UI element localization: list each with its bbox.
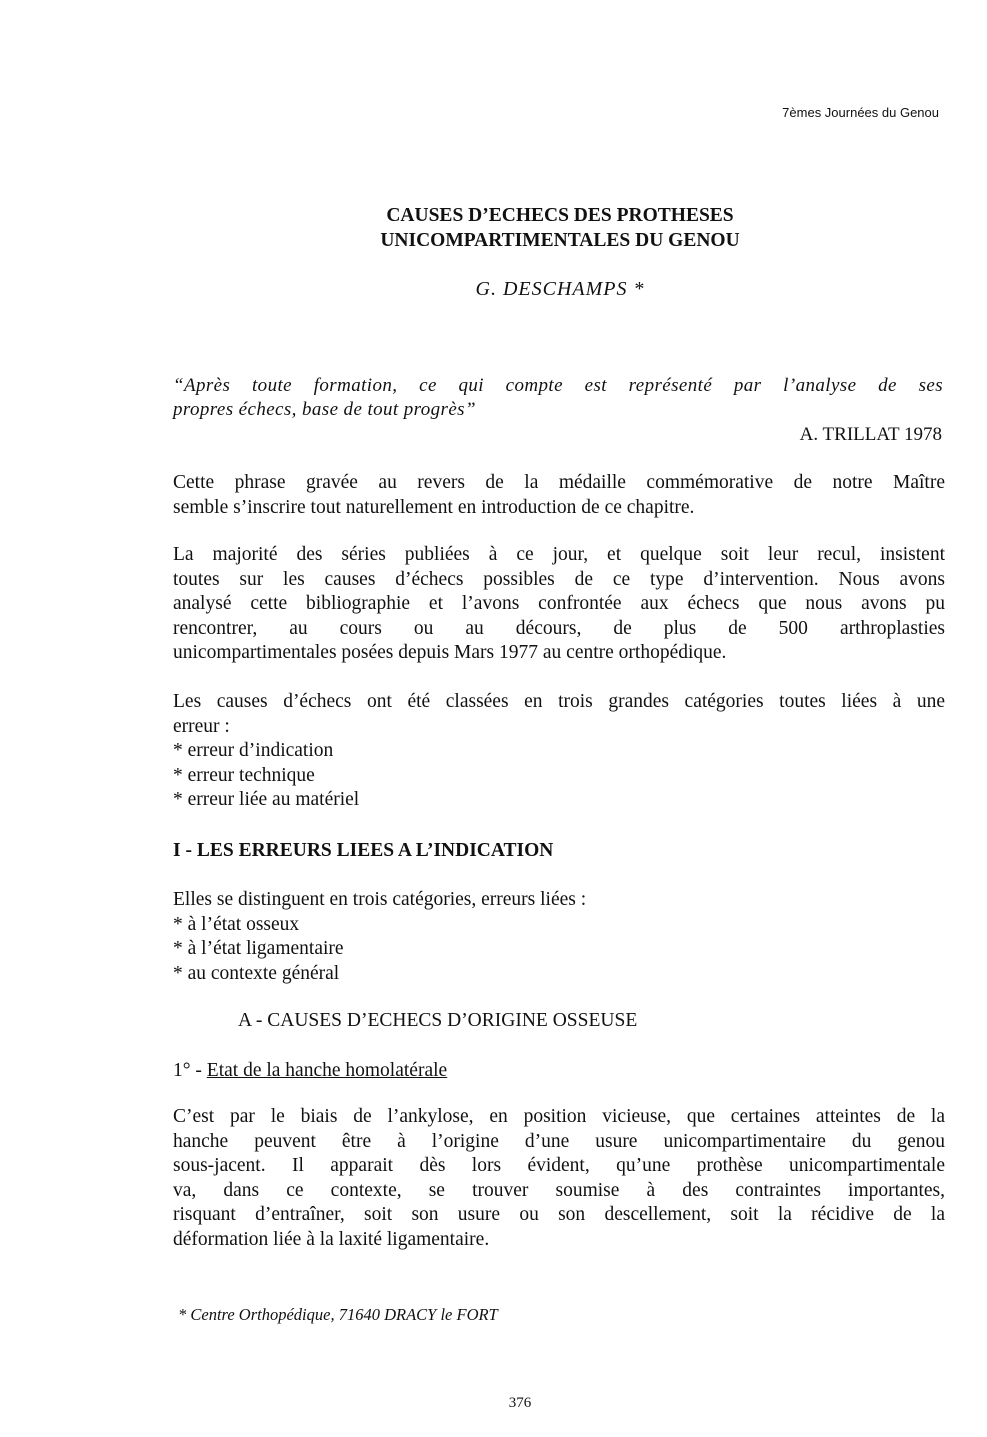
section-heading-1: I - LES ERREURS LIEES A L’INDICATION: [173, 840, 554, 861]
list-item: * erreur technique: [173, 764, 315, 786]
paragraph-line: analysé cette bibliographie et l’avons confrontée aux échecs que nous avons pu: [173, 593, 945, 614]
running-header: 7èmes Journées du Genou: [782, 105, 939, 120]
item-number: 1° -: [173, 1060, 207, 1081]
paragraph-line: déformation liée à la laxité ligamentaire.: [173, 1228, 490, 1250]
epigraph: [173, 374, 943, 422]
title-line-2: UNICOMPARTIMENTALES DU GENOU: [380, 230, 740, 251]
paragraph-5: [173, 1105, 945, 1252]
paragraph-line: semble s’inscrire tout naturellement en introduction de ce chapitre.: [173, 496, 695, 518]
page-number: 376: [508, 1395, 532, 1411]
footnote: * Centre Orthopédique, 71640 DRACY le FORT: [178, 1305, 498, 1324]
item-heading-1: [173, 1060, 447, 1082]
paragraph-line: Cette phrase gravée au revers de la médaille commémorative de notre Maître: [173, 472, 945, 493]
paper-title: [250, 203, 870, 253]
item-title: Etat de la hanche homolatérale: [206, 1060, 448, 1081]
paragraph-1: [173, 471, 945, 520]
subsection-heading-a: A - CAUSES D’ECHECS D’ORIGINE OSSEUSE: [238, 1010, 638, 1031]
author-name: G. DESCHAMPS *: [475, 278, 645, 300]
paragraph-4: [173, 888, 945, 986]
paragraph-line: C’est par le biais de l’ankylose, en position vicieuse, que certaines atteintes de la: [173, 1106, 945, 1127]
paragraph-3: [173, 690, 945, 813]
list-item: * au contexte général: [173, 962, 340, 984]
paragraph-line: hanche peuvent être à l’origine d’une usure unicompartimentaire du genou: [173, 1130, 945, 1152]
paragraph-line: rencontrer, au cours ou au décours, de plus de 500 arthroplasties: [173, 617, 945, 639]
paragraph-line: sous-jacent. Il apparait dès lors évident, qu’une prothèse unicompartimentale: [173, 1155, 945, 1176]
title-line-1: CAUSES D’ECHECS DES PROTHESES: [386, 205, 734, 226]
paragraph-line: toutes sur les causes d’échecs possibles de ce type d’intervention. Nous avons: [173, 568, 945, 590]
list-item: * erreur liée au matériel: [173, 789, 360, 810]
paragraph-line: va, dans ce contexte, se trouver soumise à des contraintes importantes,: [173, 1179, 945, 1201]
paragraph-line: La majorité des séries publiées à ce jour, et quelque soit leur recul, insistent: [173, 544, 945, 565]
list-item: * à l’état osseux: [173, 913, 300, 935]
list-item: * à l’état ligamentaire: [173, 938, 344, 959]
epigraph-line-2: propres échecs, base de tout progrès”: [173, 399, 476, 420]
paragraph-line: unicompartimentales posées depuis Mars 1977 au centre orthopédique.: [173, 642, 727, 663]
paragraph-line: Elles se distinguent en trois catégories, erreurs liées :: [173, 889, 587, 910]
epigraph-attribution: A. TRILLAT 1978: [799, 424, 942, 445]
epigraph-line-1: “Après toute formation, ce qui compte est représenté par l’analyse de ses: [173, 375, 943, 396]
paragraph-line: risquant d’entraîner, soit son usure ou son descellement, soit la récidive de la: [173, 1204, 945, 1225]
paragraph-line: Les causes d’échecs ont été classées en trois grandes catégories toutes liées à une: [173, 691, 945, 712]
paragraph-line: erreur :: [173, 715, 230, 737]
list-item: * erreur d’indication: [173, 740, 334, 761]
paragraph-2: [173, 543, 945, 666]
